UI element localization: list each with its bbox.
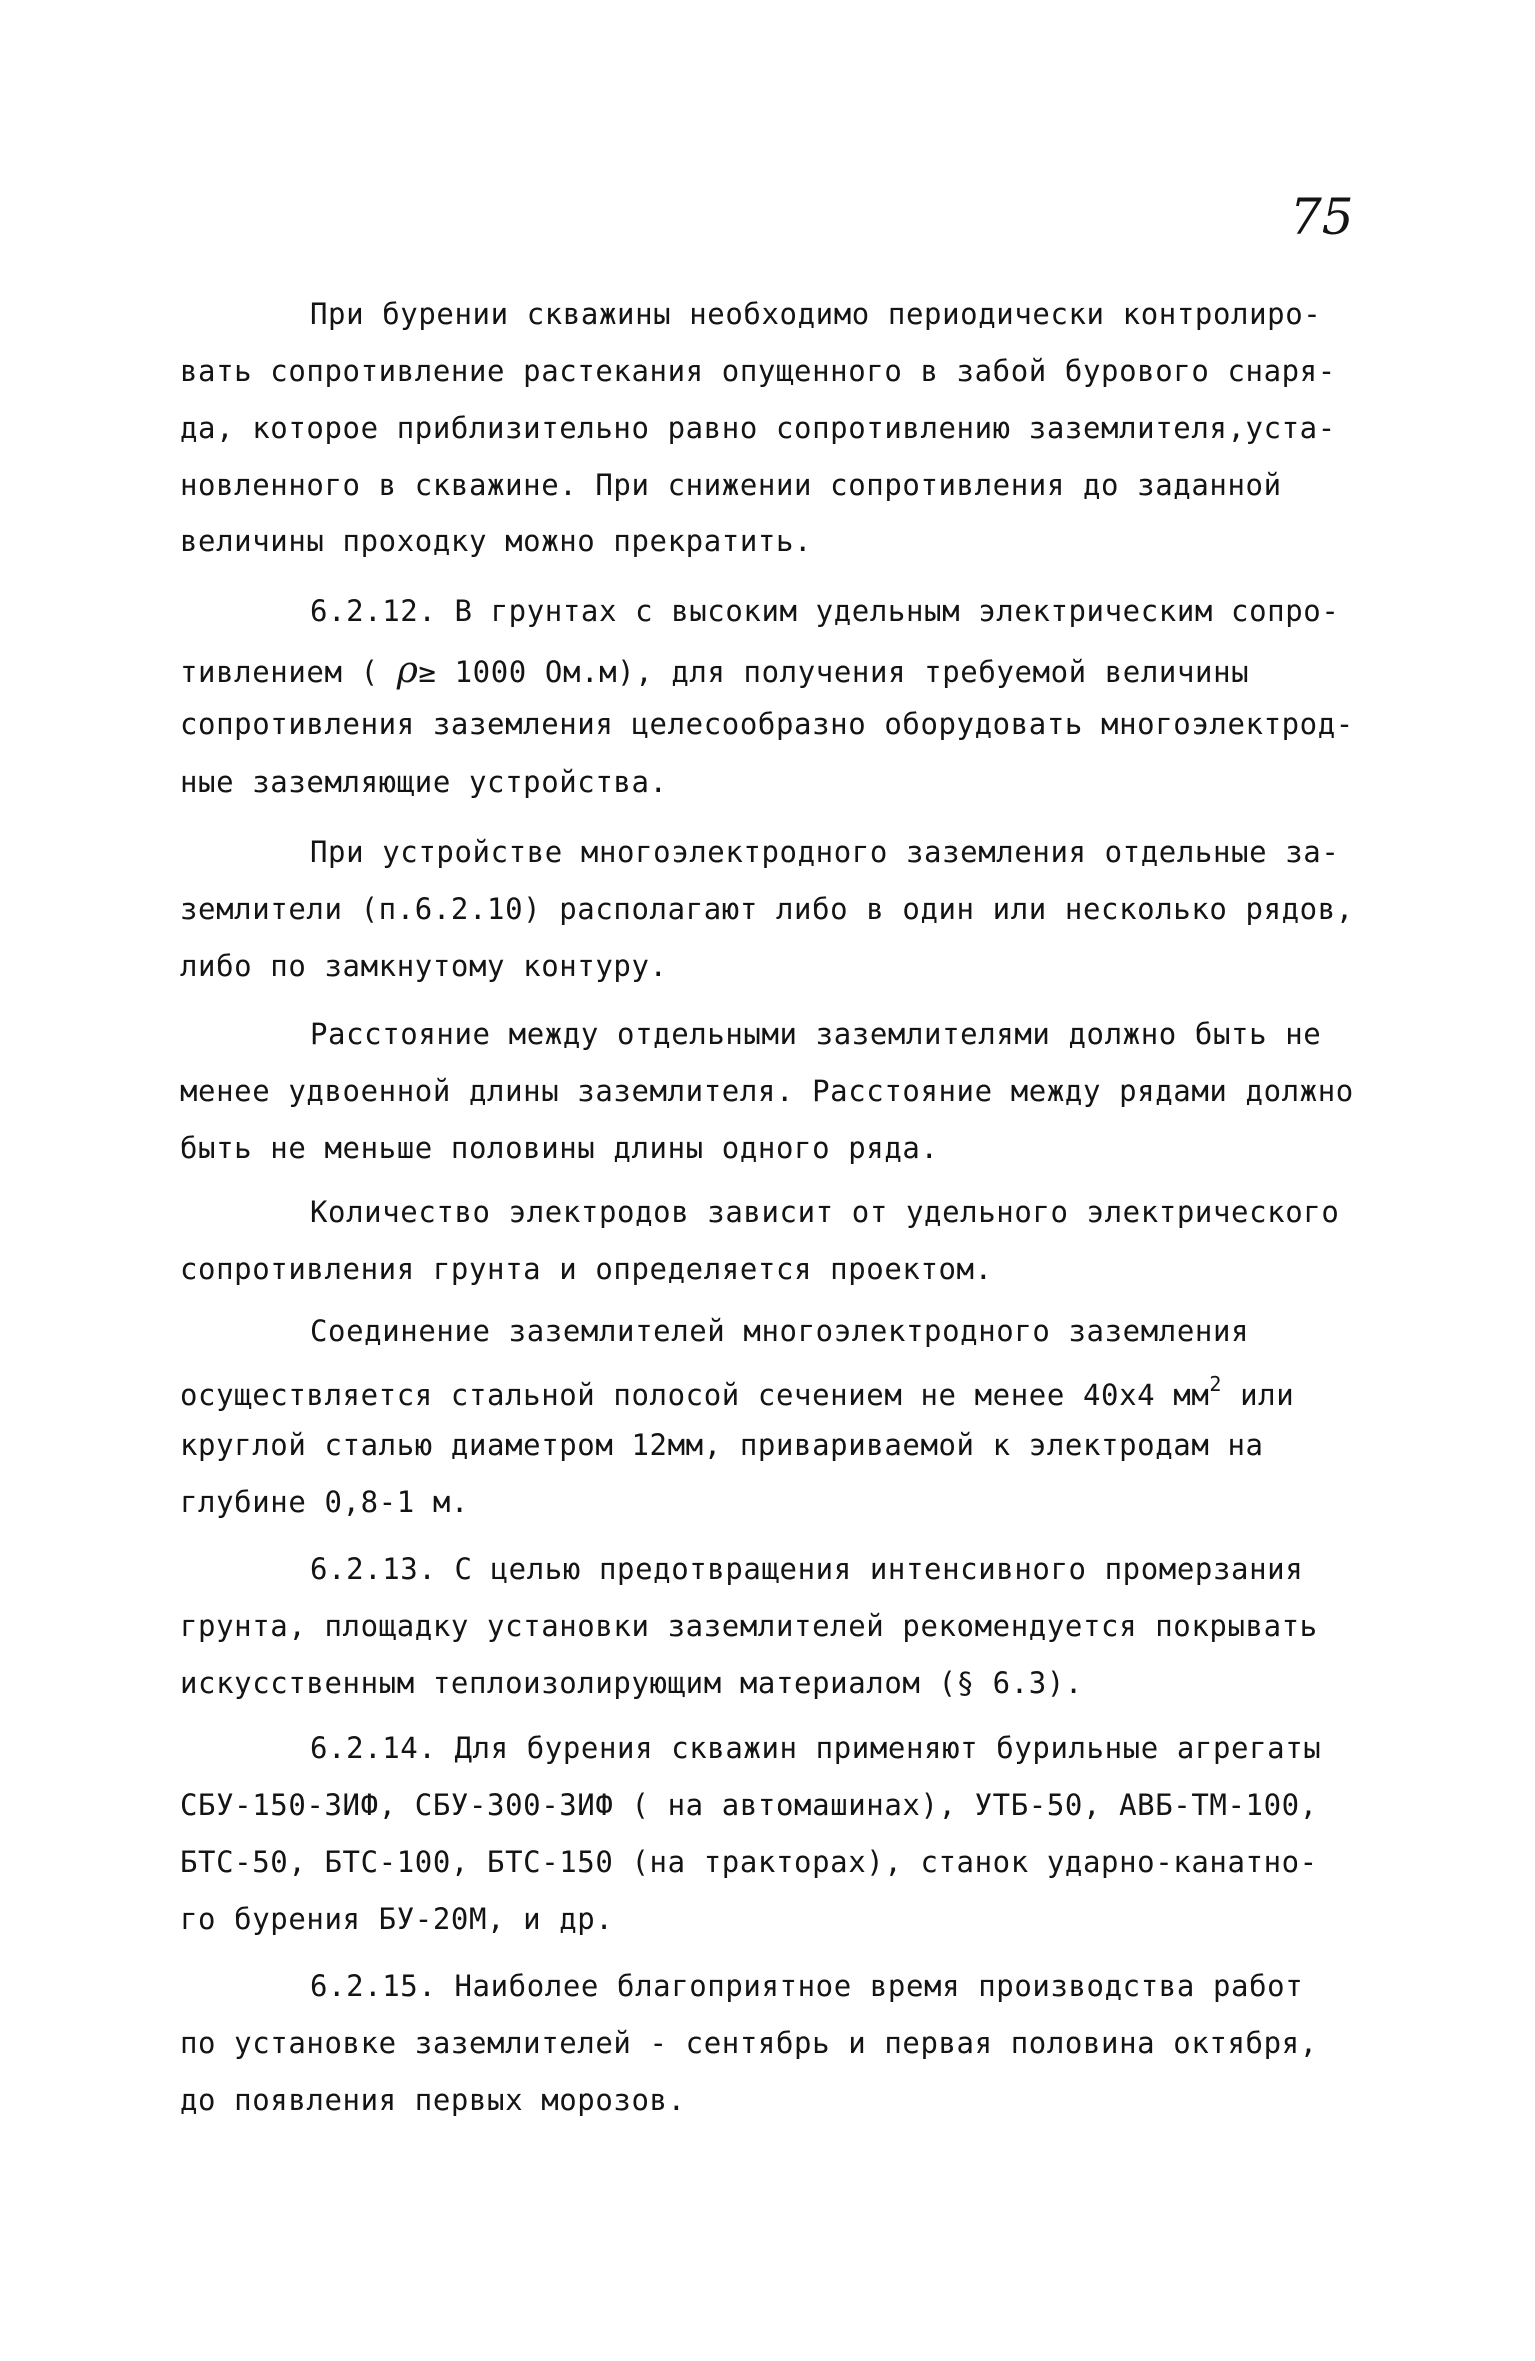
text-segment: осуществляется стальной полосой сечением не менее 40х4 мм (180, 1378, 1210, 1412)
text-line: искусственным теплоизолирующим материалом (§ 6.3). (180, 1666, 1083, 1700)
text-line: до появления первых морозов. (180, 2083, 686, 2117)
text-line: быть не меньше половины длины одного ряда. (180, 1131, 939, 1165)
text-line: Соединение заземлителей многоэлектродного заземления (310, 1314, 1250, 1348)
text-line-with-superscript (180, 1374, 1294, 1410)
text-line: Количество электродов зависит от удельного электрического (310, 1195, 1340, 1229)
page-number: 75 (1290, 188, 1354, 246)
text-line: менее удвоенной длины заземлителя. Расстояние между рядами должно (180, 1074, 1354, 1108)
text-line: сопротивления грунта и определяется проектом. (180, 1252, 993, 1286)
text-line: Расстояние между отдельными заземлителями должно быть не (310, 1017, 1322, 1051)
text-line: либо по замкнутому контуру. (180, 949, 668, 983)
text-line: 6.2.15. Наиболее благоприятное время производства работ (310, 1969, 1304, 2003)
text-line: да, которое приблизительно равно сопротивлению заземлителя,уста- (180, 411, 1336, 445)
text-line: величины проходку можно прекратить. (180, 524, 813, 558)
text-line: вать сопротивление растекания опущенного в забой бурового снаря- (180, 354, 1336, 388)
text-line: землители (п.6.2.10) располагают либо в один или несколько рядов, (180, 892, 1354, 926)
rho-symbol: ρ (396, 650, 419, 691)
text-line: глубине 0,8-1 м. (180, 1485, 469, 1519)
text-line: сопротивления заземления целесообразно оборудовать многоэлектрод- (180, 707, 1354, 741)
text-line: СБУ-150-ЗИФ, СБУ-300-ЗИФ ( на автомашинах), УТБ-50, АВБ-ТМ-100, (180, 1788, 1318, 1822)
text-line: грунта, площадку установки заземлителей рекомендуется покрывать (180, 1609, 1318, 1643)
text-line: го бурения БУ-20М, и др. (180, 1902, 614, 1936)
text-line: круглой сталью диаметром 12мм, привариваемой к электродам на (180, 1428, 1264, 1462)
text-segment: тивлением ( (180, 655, 397, 689)
text-line: БТС-50, БТС-100, БТС-150 (на тракторах), станок ударно-канатно- (180, 1845, 1318, 1879)
superscript: 2 (1209, 1372, 1223, 1396)
text-line: 6.2.13. С целью предотвращения интенсивного промерзания (310, 1552, 1304, 1586)
text-line: ные заземляющие устройства. (180, 765, 668, 799)
text-segment: ≥ 1000 Ом.м), для получения требуемой величины (418, 655, 1250, 689)
text-line: При бурении скважины необходимо периодически контролиро- (310, 297, 1322, 331)
text-line: При устройстве многоэлектродного заземления отдельные за- (310, 835, 1340, 869)
text-line: по установке заземлителей - сентябрь и первая половина октября, (180, 2026, 1318, 2060)
text-line: 6.2.14. Для бурения скважин применяют бурильные агрегаты (310, 1731, 1322, 1765)
text-line: новленного в скважине. При снижении сопротивления до заданной (180, 468, 1282, 502)
text-line: 6.2.12. В грунтах с высоким удельным электрическим сопро- (310, 594, 1340, 628)
text-segment: или (1222, 1378, 1295, 1412)
text-line-with-formula (180, 650, 1250, 691)
